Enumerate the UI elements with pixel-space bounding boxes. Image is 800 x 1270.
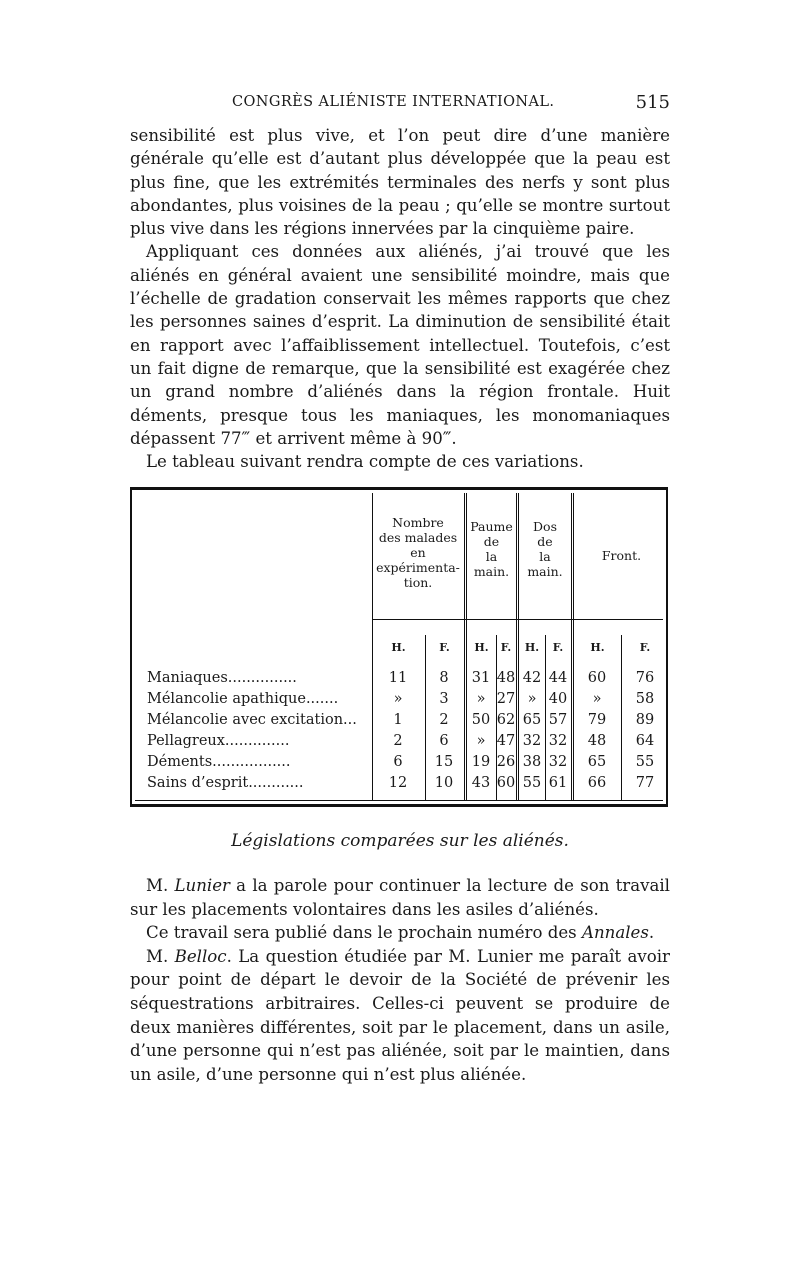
row-label: Mélancolie avec excitation... (147, 712, 357, 728)
table-cell: 27 (496, 691, 516, 707)
table-cell: 65 (522, 712, 542, 728)
body-text (130, 124, 670, 473)
table-cell: 12 (388, 775, 408, 791)
table-cell: 61 (548, 775, 568, 791)
table-cell: 77 (635, 775, 655, 791)
table-cell: 62 (496, 712, 516, 728)
sub-header: F. (639, 641, 651, 654)
table-cell: 32 (522, 733, 542, 749)
section-title: Législations comparées sur les aliénés. (231, 831, 569, 851)
paragraph: sensibilité est plus vive, et l’on peut dire d’une manière générale qu’elle est d’autant plus développée que la peau est plus fine, que les extrémités terminales des nerfs y sont plus abondantes, plus voisines de la peau ; qu’elle se montre surtout plus vive dans les régions innervées par la cinquième paire. (130, 126, 670, 239)
row-label: Sains d’esprit............ (147, 775, 304, 791)
table-cell: 42 (522, 670, 542, 686)
row-label: Pellagreux.............. (147, 733, 290, 749)
table-cell: 32 (548, 754, 568, 770)
table-cell: 66 (587, 775, 607, 791)
table-cell: 50 (471, 712, 491, 728)
col-header-nombre: Nombre des malades en expérimenta- tion. (376, 515, 460, 590)
page-number: 515 (635, 92, 670, 113)
page-header (130, 94, 670, 116)
paragraph: Le tableau suivant rendra compte de ces variations. (146, 452, 584, 472)
table-rule (372, 619, 663, 620)
table-cell: 79 (587, 712, 607, 728)
table-cell: 38 (522, 754, 542, 770)
table-cell: 15 (434, 754, 454, 770)
table-cell: 1 (393, 712, 403, 728)
table-row (135, 775, 663, 796)
table-cell: 58 (635, 691, 655, 707)
table-cell: 26 (496, 754, 516, 770)
row-label: Maniaques............... (147, 670, 297, 686)
table-cell: 2 (393, 733, 403, 749)
sub-header: F. (439, 641, 450, 654)
paragraph: Ce travail sera publié dans le prochain numéro des Annales. (146, 923, 655, 943)
table-cell: 60 (587, 670, 607, 686)
sub-header: H. (474, 641, 489, 654)
table-cell: 57 (548, 712, 568, 728)
table-cell: 11 (388, 670, 408, 686)
table-cell: » (592, 691, 602, 707)
table-cell: 32 (548, 733, 568, 749)
table-cell: 89 (635, 712, 655, 728)
table-cell: 60 (496, 775, 516, 791)
row-label: Déments................. (147, 754, 291, 770)
table-cell: 48 (587, 733, 607, 749)
paragraph: M. Lunier a la parole pour continuer la lecture de son travail sur les placements volontaires dans les asiles d’aliénés. (130, 876, 670, 919)
table-cell: 6 (439, 733, 449, 749)
table-cell: 31 (471, 670, 491, 686)
table-cell: 65 (587, 754, 607, 770)
table-cell: 10 (434, 775, 454, 791)
table-cell: 19 (471, 754, 491, 770)
table-cell: 64 (635, 733, 655, 749)
table-cell: » (393, 691, 403, 707)
table-cell: 40 (548, 691, 568, 707)
table-cell: 47 (496, 733, 516, 749)
table-row (135, 712, 663, 733)
row-label: Mélancolie apathique....... (147, 691, 339, 707)
table-cell: 3 (439, 691, 449, 707)
table-cell: 2 (439, 712, 449, 728)
sub-header: F. (500, 641, 512, 654)
table-cell: 44 (548, 670, 568, 686)
running-title: CONGRÈS ALIÉNISTE INTERNATIONAL. (232, 94, 555, 110)
col-header-paume: Paume de la main. (470, 519, 513, 579)
paragraph: M. Belloc. La question étudiée par M. Lunier me paraît avoir pour point de départ le devoir de la Société de prévenir les séquestrations arbitraires. Celles-ci peuvent se produire de deux manières différentes, soit par le placement, dans un asile, d’une personne qui n’est pas aliénée, soit par le maintien, dans un asile, d’une personne qui n’est plus aliénée. (130, 946, 670, 1084)
sub-header: H. (524, 641, 540, 654)
table-cell: 6 (393, 754, 403, 770)
sub-header: F. (552, 641, 564, 654)
table-row (135, 691, 663, 712)
table-cell: 55 (635, 754, 655, 770)
paragraph: Appliquant ces données aux aliénés, j’ai trouvé que les aliénés en général avaient une sensibilité moindre, mais que l’échelle de gradation conservait les mêmes rapports que chez les personnes saines d’esprit. La diminution de sensibilité était en rapport avec l’affaiblissement intellectuel. Toutefois, c’est un fait digne de remarque, que la sensibilité est exagérée chez un grand nombre d’aliénés dans la région frontale. Huit déments, presque tous les maniaques, les monomaniaques dépassent 77‴ et arrivent même à 90‴. (130, 242, 670, 448)
section-body (130, 874, 670, 1086)
sub-header: H. (391, 641, 406, 654)
table-row (135, 733, 663, 754)
table-cell: » (527, 691, 537, 707)
table-cell: » (476, 691, 486, 707)
data-table (130, 487, 668, 807)
table-cell: 76 (635, 670, 655, 686)
table-cell: 48 (496, 670, 516, 686)
col-header-dos: Dos de la main. (527, 519, 563, 579)
table-cell: 43 (471, 775, 491, 791)
table-row (135, 754, 663, 775)
sub-header: H. (590, 641, 605, 654)
table-cell: 55 (522, 775, 542, 791)
table-inner-frame (135, 493, 663, 801)
table-row (135, 670, 663, 691)
col-header-front: Front. (601, 548, 642, 563)
table-cell: 8 (439, 670, 449, 686)
table-cell: » (476, 733, 486, 749)
